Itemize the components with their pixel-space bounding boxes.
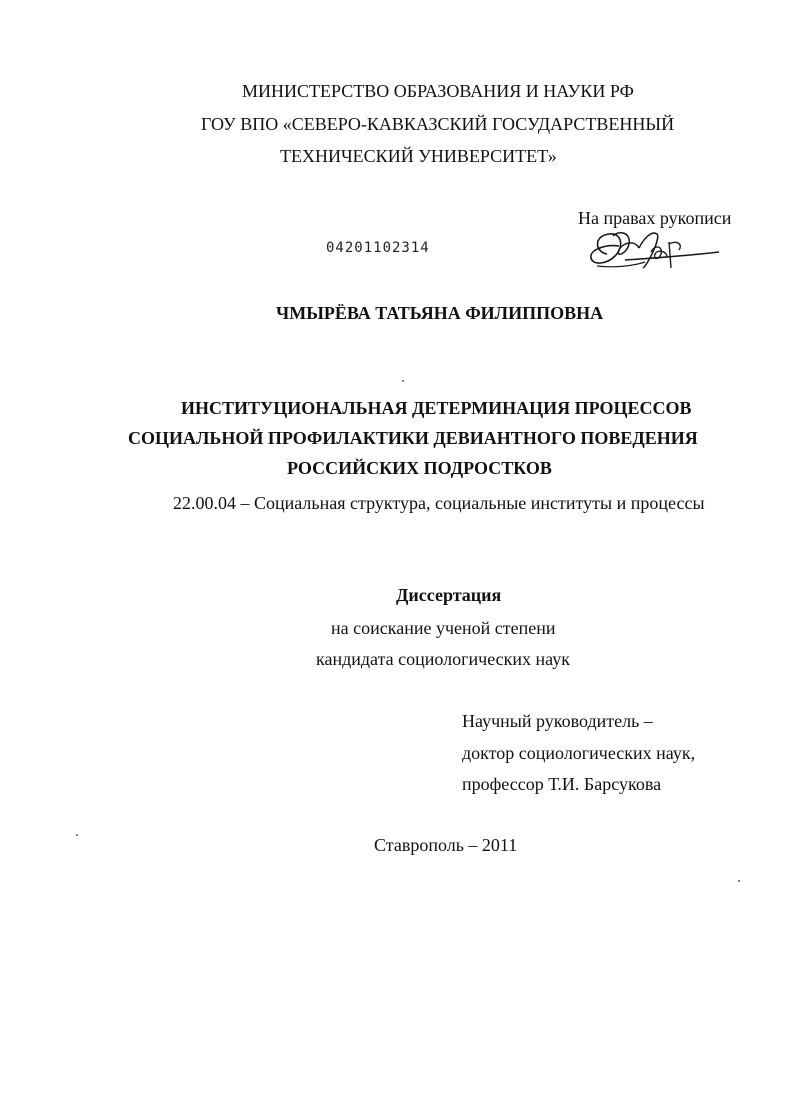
dissertation-heading: Диссертация [396,585,502,605]
scan-speck [76,834,78,836]
scan-speck [402,380,404,382]
title-line3: РОССИЙСКИХ ПОДРОСТКОВ [287,458,552,478]
degree-line2: кандидата социологических наук [316,649,570,669]
library-stamp-number: 04201102314 [326,240,430,256]
supervisor-name: профессор Т.И. Барсукова [462,774,662,794]
title-line1: ИНСТИТУЦИОНАЛЬНАЯ ДЕТЕРМИНАЦИЯ ПРОЦЕССОВ [181,398,692,418]
degree-line1: на соискание ученой степени [331,618,556,638]
title-line2: СОЦИАЛЬНОЙ ПРОФИЛАКТИКИ ДЕВИАНТНОГО ПОВЕДЕНИЯ [128,428,698,448]
ministry-name: МИНИСТЕРСТВО ОБРАЗОВАНИЯ И НАУКИ РФ [242,81,634,101]
supervisor-label: Научный руководитель – [462,711,653,731]
scan-speck [738,880,740,882]
handwritten-signature [585,222,725,282]
place-year: Ставрополь – 2011 [374,835,518,855]
author-name: ЧМЫРЁВА ТАТЬЯНА ФИЛИППОВНА [276,303,604,323]
university-name-line1: ГОУ ВПО «СЕВЕРО-КАВКАЗСКИЙ ГОСУДАРСТВЕННЫЙ [201,114,675,134]
specialty-code: 22.00.04 – Социальная структура, социальные институты и процессы [173,493,705,513]
manuscript-rights-note: На правах рукописи [578,208,732,228]
supervisor-degree: доктор социологических наук, [462,743,696,763]
university-name-line2: ТЕХНИЧЕСКИЙ УНИВЕРСИТЕТ» [280,146,557,166]
